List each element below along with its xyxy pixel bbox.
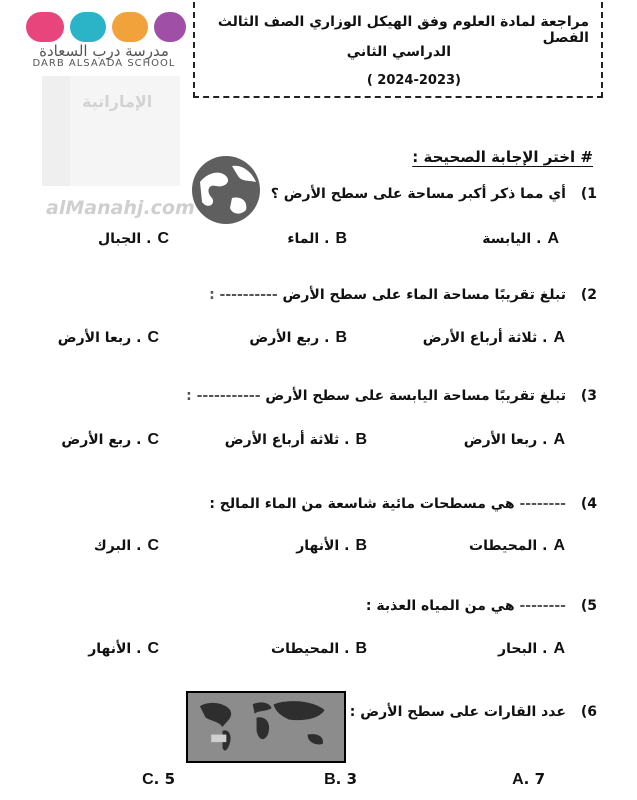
q3-letter-b: B [355,431,367,448]
watermark-text: الإماراتية [82,92,153,111]
q6-option-b[interactable]: B. 3 [324,770,357,788]
header-box [193,2,603,98]
question-5-blank: -------- [519,598,566,614]
question-3 [186,388,597,404]
q3-letter-a: A [553,431,565,448]
q1-option-a-text: اليابسة [482,231,532,247]
question-4-text: هي مسطحات مائية شاسعة من الماء المالح : [209,496,515,512]
question-1 [271,186,597,202]
q6-option-b-text: 3 [346,770,357,788]
q4-letter-b: B [355,537,367,554]
question-3-text: تبلغ تقريبًا مساحة اليابسة على سطح الأرض [265,388,566,404]
q4-letter-c: C [147,537,159,554]
q3-option-b-text: ثلاثة أرباع الأرض [224,432,340,448]
q1-letter-b: B [335,230,347,247]
question-6 [350,704,597,720]
header-line-2: الدراسي الثاني [346,44,451,60]
q1-letter-a: A [547,230,559,247]
q2-letter-c: C [147,329,159,346]
q2-option-a[interactable]: A. ثلاثة أرباع الأرض [422,329,565,346]
question-2 [209,287,597,303]
q2-option-b[interactable]: B. ربع الأرض [249,329,347,346]
q3-option-a[interactable]: A. ربعا الأرض [463,431,565,448]
q5-letter-b: B [355,640,367,657]
q3-option-c[interactable]: C. ربع الأرض [61,431,159,448]
q1-option-b-text: الماء [287,231,320,247]
q6-letter-b: B [324,771,336,788]
q1-letter-c: C [157,230,169,247]
q6-option-a[interactable]: A. 7 [512,770,545,788]
school-name-english: DARB ALSAADA SCHOOL [32,58,176,69]
question-3-number: 3) [580,388,597,404]
q5-option-c[interactable]: C. الأنهار [88,640,159,657]
question-4-number: 4) [580,496,597,512]
q4-letter-a: A [553,537,565,554]
q6-letter-a: A [512,771,524,788]
q2-option-a-text: ثلاثة أرباع الأرض [422,330,538,346]
q1-option-a[interactable]: A. اليابسة [482,230,559,247]
q1-option-c[interactable]: C. الجبال [97,230,169,247]
question-6-text: عدد القارات على سطح الأرض : [349,704,566,720]
question-6-number: 6) [580,704,597,720]
section-title: # اختر الإجابة الصحيحة : [412,148,593,166]
q5-option-a[interactable]: A. البحار [498,640,565,657]
q3-letter-c: C [147,431,159,448]
question-3-blank: ----------- : [186,388,261,404]
watermark-flag-bar [42,76,70,186]
globe-icon [186,152,266,228]
q5-letter-c: C [147,640,159,657]
world-map-image [186,691,346,763]
header-year: (2024-2023 ) [366,73,461,88]
q6-option-c-text: 5 [164,770,175,788]
question-2-number: 2) [580,287,597,303]
q2-letter-a: A [553,329,565,346]
q1-option-c-text: الجبال [97,231,142,247]
q4-option-c[interactable]: C. البرك [93,537,159,554]
q5-option-b[interactable]: B. المحيطات [271,640,367,657]
watermark-site: alManahj.com [46,197,195,219]
school-name-arabic: مدرسة درب السعادة [39,42,169,60]
question-2-text: تبلغ تقريبًا مساحة الماء على سطح الأرض [282,287,566,303]
q2-option-b-text: ربع الأرض [249,330,320,346]
question-1-text: أي مما ذكر أكبر مساحة على سطح الأرض ؟ [270,186,566,202]
q4-option-b-text: الأنهار [296,538,340,554]
q3-option-a-text: ربعا الأرض [463,432,538,448]
question-5-number: 5) [580,598,597,614]
q3-option-b[interactable]: B. ثلاثة أرباع الأرض [224,431,367,448]
question-1-number: 1) [580,186,597,202]
q5-option-a-text: البحار [498,641,538,657]
q6-option-c[interactable]: C. 5 [142,770,175,788]
q5-option-c-text: الأنهار [88,641,132,657]
q4-option-b[interactable]: B. الأنهار [296,537,367,554]
header-line-1: مراجعة لمادة العلوم وفق الهيكل الوزاري الصف الثالث الفصل [217,14,589,46]
question-5-text: هي من المياه العذبة : [365,598,515,614]
question-5 [366,598,597,614]
q2-option-c-text: ربعا الأرض [57,330,132,346]
q1-option-b[interactable]: B. الماء [287,230,347,247]
q6-option-a-text: 7 [534,770,545,788]
question-4 [209,496,597,512]
q2-option-c[interactable]: C. ربعا الأرض [57,329,159,346]
question-4-blank: -------- [519,496,566,512]
q4-option-a-text: المحيطات [469,538,538,554]
q3-option-c-text: ربع الأرض [61,432,132,448]
q2-letter-b: B [335,329,347,346]
q4-option-a[interactable]: A. المحيطات [469,537,565,554]
q4-option-c-text: البرك [93,538,132,554]
question-2-blank: ---------- : [209,287,278,303]
q5-letter-a: A [553,640,565,657]
q6-letter-c: C [142,771,154,788]
q5-option-b-text: المحيطات [271,641,340,657]
